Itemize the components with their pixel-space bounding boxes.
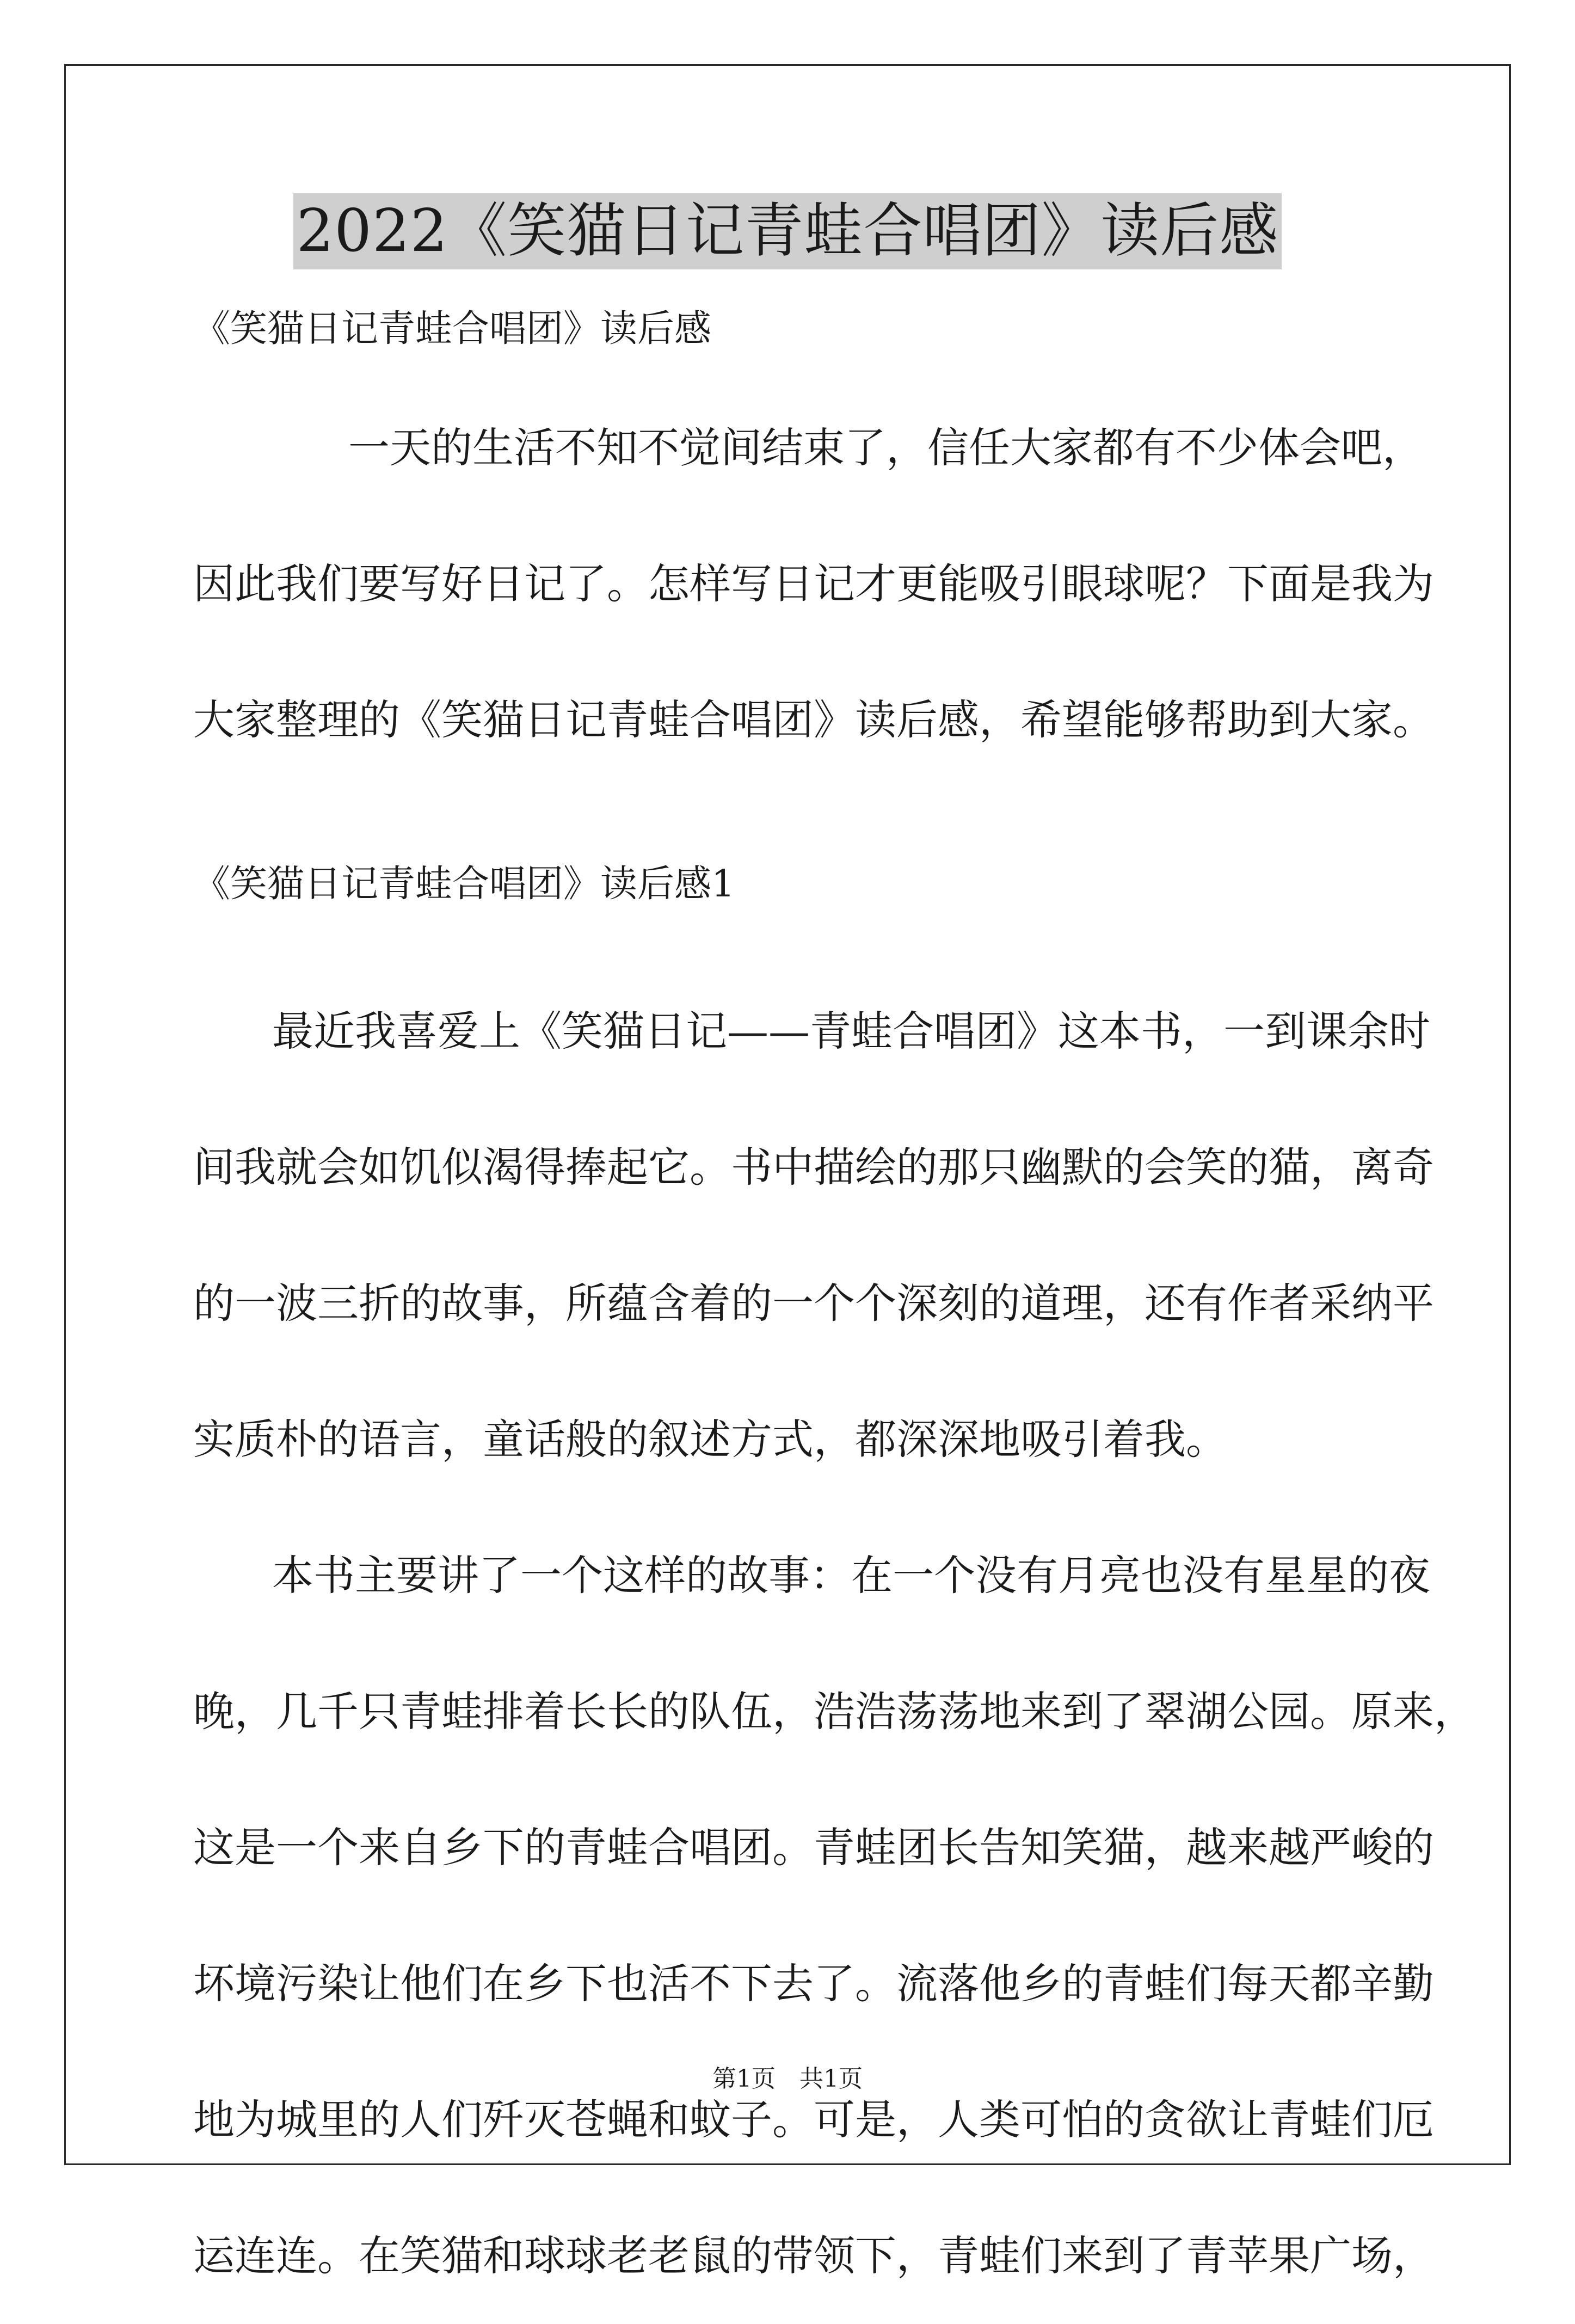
paragraph-line: 间我就会如饥似渴得捧起它。书中描绘的那只幽默的会笑的猫，离奇: [193, 1143, 1434, 1191]
document-title: 2022《笑猫日记青蛙合唱团》读后感: [293, 193, 1282, 269]
intro-line: 因此我们要写好日记了。怎样写日记才更能吸引眼球呢？下面是我为: [193, 560, 1434, 608]
paragraph-line: 这是一个来自乡下的青蛙合唱团。青蛙团长告知笑猫，越来越严峻的: [193, 1823, 1434, 1872]
page-footer: 第1页 共1页: [712, 2065, 863, 2093]
intro-line: 大家整理的《笑猫日记青蛙合唱团》读后感，希望能够帮助到大家。: [193, 696, 1434, 744]
paragraph-line: 晚，几千只青蛙排着长长的队伍，浩浩荡荡地来到了翠湖公园。原来，: [193, 1687, 1475, 1736]
title-container: [0, 193, 1575, 269]
document-subtitle: 《笑猫日记青蛙合唱团》读后感: [193, 308, 712, 351]
paragraph-line: 运连连。在笑猫和球球老老鼠的带领下，青蛙们来到了青苹果广场，: [193, 2231, 1434, 2280]
intro-paragraph: [193, 380, 1434, 788]
section-heading: 《笑猫日记青蛙合唱团》读后感1: [193, 863, 735, 906]
paragraph-1: [193, 963, 1434, 1508]
paragraph-line: 最近我喜爱上《笑猫日记——青蛙合唱团》这本书，一到课余时: [272, 1007, 1430, 1055]
paragraph-line: 本书主要讲了一个这样的故事：在一个没有月亮也没有星星的夜: [272, 1551, 1430, 1600]
paragraph-line: 地为城里的人们歼灭苍蝇和蚊子。可是，人类可怕的贪欲让青蛙们厄: [193, 2095, 1434, 2144]
paragraph-2: [193, 1508, 1475, 2324]
paragraph-line: 坏境污染让他们在乡下也活不下去了。流落他乡的青蛙们每天都辛勤: [193, 1959, 1434, 2008]
paragraph-line: 的一波三折的故事，所蕴含着的一个个深刻的道理，还有作者采纳平: [193, 1279, 1434, 1327]
paragraph-line: 实质朴的语言，童话般的叙述方式，都深深地吸引着我。: [193, 1415, 1227, 1464]
intro-line: 一天的生活不知不觉间结束了，信任大家都有不少体会吧，: [348, 423, 1424, 472]
